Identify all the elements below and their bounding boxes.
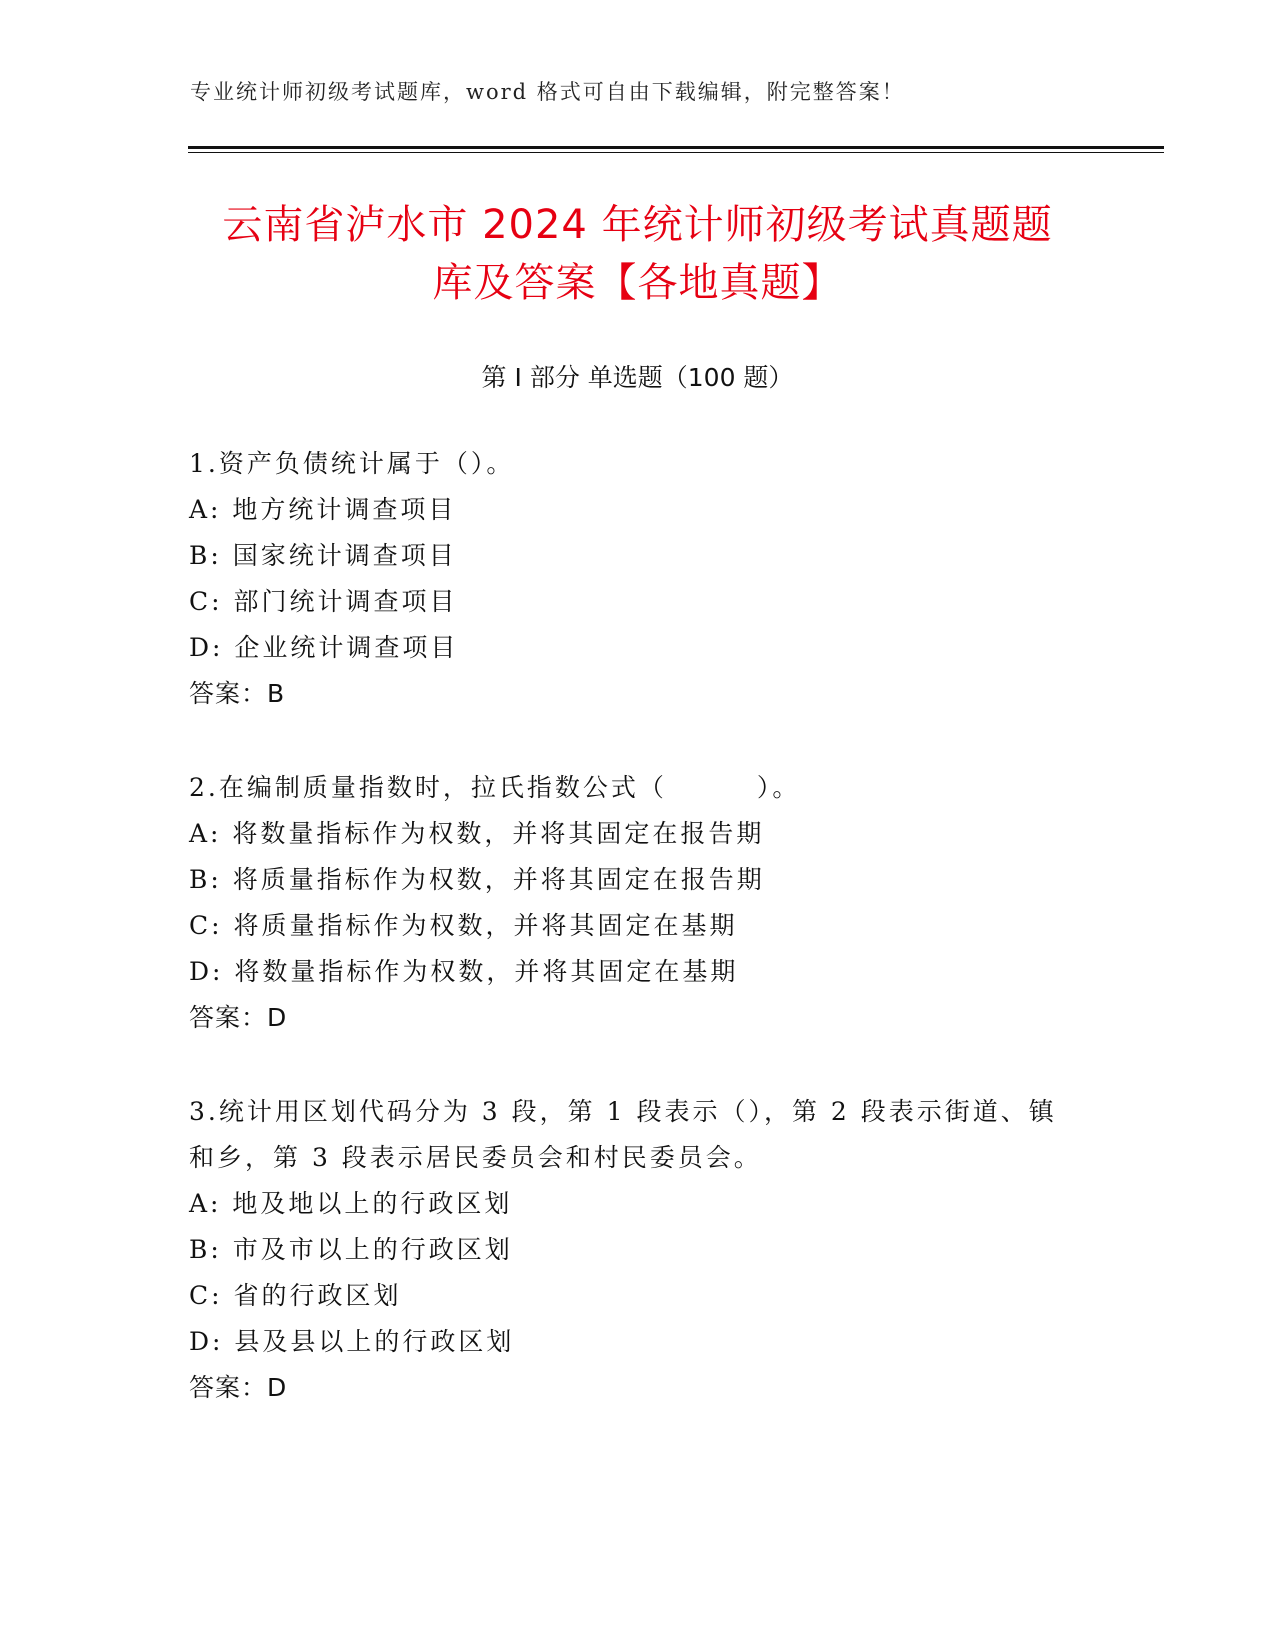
document-title bbox=[150, 196, 1125, 312]
answer-label: 答案：D bbox=[189, 1003, 288, 1032]
question-2 bbox=[189, 765, 1089, 1041]
question-stem bbox=[189, 765, 1089, 811]
option-a: A: 地方统计调查项目 bbox=[189, 495, 457, 524]
option-b: B: 市及市以上的行政区划 bbox=[189, 1235, 513, 1264]
option-a: A: 将数量指标作为权数，并将其固定在报告期 bbox=[189, 819, 765, 848]
question-3 bbox=[189, 1089, 1089, 1411]
option-d: D: 将数量指标作为权数，并将其固定在基期 bbox=[189, 957, 739, 986]
question-stem-after: ）。 bbox=[756, 773, 801, 802]
option-b: B: 将质量指标作为权数，并将其固定在报告期 bbox=[189, 865, 765, 894]
option-b: B: 国家统计调查项目 bbox=[189, 541, 457, 570]
question-stem: 1.资产负债统计属于（）。 bbox=[189, 449, 515, 478]
question-stem-line-2: 和乡，第 3 段表示居民委员会和村民委员会。 bbox=[189, 1143, 762, 1172]
header-rule-thick bbox=[188, 146, 1164, 149]
option-a: A: 地及地以上的行政区划 bbox=[189, 1189, 513, 1218]
option-d: D: 企业统计调查项目 bbox=[189, 633, 459, 662]
option-d: D: 县及县以上的行政区划 bbox=[189, 1327, 515, 1356]
question-stem-line-1: 3.统计用区划代码分为 3 段，第 1 段表示（），第 2 段表示街道、镇 bbox=[189, 1097, 1057, 1126]
section-heading: 第 I 部分 单选题（100 题） bbox=[481, 363, 794, 392]
header-rule-thin bbox=[188, 152, 1164, 153]
document-title-line-1: 云南省泸水市 2024 年统计师初级考试真题题 bbox=[222, 202, 1053, 248]
question-1 bbox=[189, 441, 1089, 717]
question-list bbox=[189, 441, 1089, 1459]
answer-label: 答案：D bbox=[189, 1373, 288, 1402]
question-stem-before: 2.在编制质量指数时，拉氏指数公式（ bbox=[189, 773, 667, 802]
page-header-text: 专业统计师初级考试题库，word 格式可自由下载编辑，附完整答案！ bbox=[190, 80, 905, 104]
document-title-line-2: 库及答案【各地真题】 bbox=[432, 260, 843, 306]
option-c: C: 部门统计调查项目 bbox=[189, 587, 458, 616]
option-c: C: 省的行政区划 bbox=[189, 1281, 402, 1310]
option-c: C: 将质量指标作为权数，并将其固定在基期 bbox=[189, 911, 738, 940]
answer-label: 答案：B bbox=[189, 679, 286, 708]
